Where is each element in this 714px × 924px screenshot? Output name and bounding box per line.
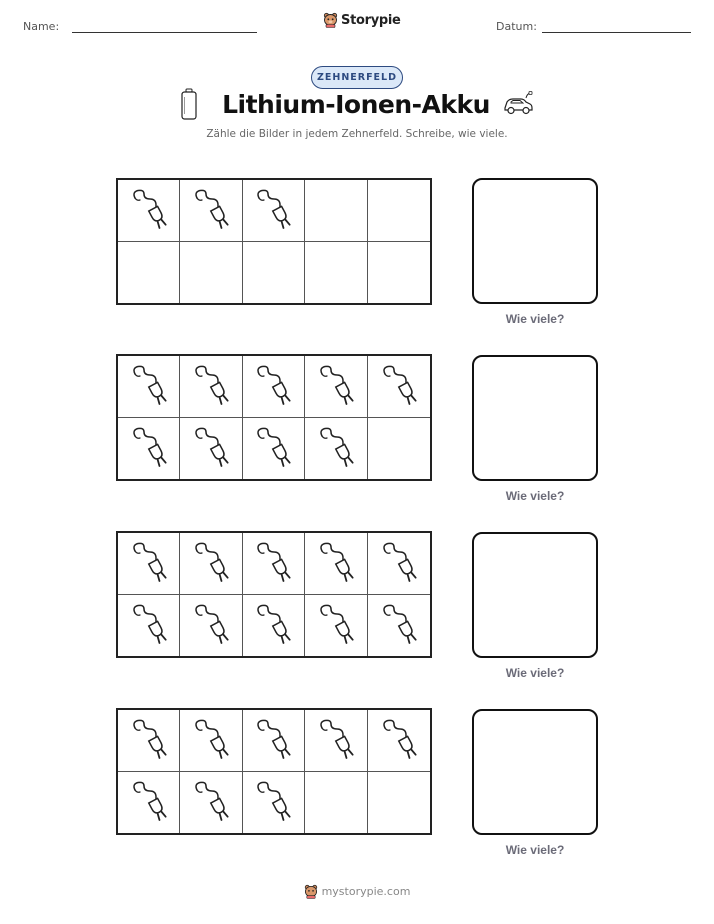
footer-url: mystorypie.com bbox=[321, 885, 411, 898]
plug-cable-icon bbox=[315, 426, 357, 470]
name-label: Name: bbox=[23, 20, 60, 33]
plug-cable-icon bbox=[315, 718, 357, 762]
name-line bbox=[72, 32, 257, 33]
electric-car-icon bbox=[502, 91, 534, 117]
ten-frame-cell bbox=[368, 180, 430, 242]
title-row bbox=[0, 88, 714, 120]
page-title: Lithium-Ionen-Akku bbox=[222, 89, 490, 119]
brand-name: Storypie bbox=[341, 12, 401, 28]
worksheet-type-badge: ZEHNERFELD bbox=[311, 66, 403, 89]
ten-frame-cell bbox=[118, 533, 180, 595]
ten-frame-cell bbox=[305, 180, 367, 242]
plug-cable-icon bbox=[252, 780, 294, 824]
ten-frame-cell bbox=[118, 418, 180, 480]
plug-cable-icon bbox=[252, 364, 294, 408]
plug-cable-icon bbox=[378, 364, 420, 408]
ten-frame-cell bbox=[243, 710, 305, 772]
ten-frame-cell bbox=[243, 772, 305, 834]
ten-frame-3 bbox=[116, 531, 432, 658]
plug-cable-icon bbox=[315, 603, 357, 647]
ten-frame-cell bbox=[243, 356, 305, 418]
ten-frame-cell bbox=[368, 772, 430, 834]
ten-frame-cell bbox=[305, 356, 367, 418]
plug-cable-icon bbox=[252, 718, 294, 762]
ten-frame-cell bbox=[180, 710, 242, 772]
ten-frame-1 bbox=[116, 178, 432, 305]
ten-frame-2 bbox=[116, 354, 432, 481]
plug-cable-icon bbox=[190, 541, 232, 585]
ten-frame-cell bbox=[305, 242, 367, 304]
plug-cable-icon bbox=[378, 718, 420, 762]
ten-frame-cell bbox=[180, 418, 242, 480]
plug-cable-icon bbox=[128, 780, 170, 824]
brand-logo bbox=[323, 12, 401, 28]
plug-cable-icon bbox=[190, 364, 232, 408]
plug-cable-icon bbox=[190, 780, 232, 824]
ten-frame-cell bbox=[243, 180, 305, 242]
plug-cable-icon bbox=[378, 603, 420, 647]
ten-frame-cell bbox=[118, 595, 180, 657]
ten-frame-cell bbox=[118, 242, 180, 304]
date-line bbox=[542, 32, 691, 33]
battery-icon bbox=[180, 88, 198, 120]
plug-cable-icon bbox=[128, 718, 170, 762]
question-label-1: Wie viele? bbox=[505, 312, 565, 326]
question-label-3: Wie viele? bbox=[505, 666, 565, 680]
question-label-2: Wie viele? bbox=[505, 489, 565, 503]
answer-box-4[interactable] bbox=[472, 709, 598, 835]
plug-cable-icon bbox=[252, 426, 294, 470]
answer-box-1[interactable] bbox=[472, 178, 598, 304]
ten-frame-cell bbox=[243, 595, 305, 657]
storypie-mascot-icon bbox=[323, 12, 338, 28]
ten-frame-cell bbox=[243, 242, 305, 304]
footer bbox=[0, 884, 714, 899]
plug-cable-icon bbox=[190, 718, 232, 762]
plug-cable-icon bbox=[252, 603, 294, 647]
question-label-4: Wie viele? bbox=[505, 843, 565, 857]
ten-frame-cell bbox=[305, 595, 367, 657]
ten-frame-cell bbox=[180, 533, 242, 595]
ten-frame-cell bbox=[118, 180, 180, 242]
plug-cable-icon bbox=[128, 364, 170, 408]
plug-cable-icon bbox=[190, 426, 232, 470]
instructions: Zähle die Bilder in jedem Zehnerfeld. Schreibe, wie viele. bbox=[206, 128, 508, 140]
ten-frame-cell bbox=[368, 242, 430, 304]
ten-frame-cell bbox=[118, 356, 180, 418]
ten-frame-cell bbox=[180, 595, 242, 657]
ten-frame-cell bbox=[243, 418, 305, 480]
ten-frame-cell bbox=[180, 180, 242, 242]
plug-cable-icon bbox=[128, 541, 170, 585]
plug-cable-icon bbox=[128, 426, 170, 470]
ten-frame-cell bbox=[305, 710, 367, 772]
ten-frame-cell bbox=[118, 772, 180, 834]
plug-cable-icon bbox=[190, 188, 232, 232]
plug-cable-icon bbox=[315, 541, 357, 585]
plug-cable-icon bbox=[190, 603, 232, 647]
ten-frame-cell bbox=[180, 772, 242, 834]
ten-frame-cell bbox=[305, 418, 367, 480]
plug-cable-icon bbox=[315, 364, 357, 408]
plug-cable-icon bbox=[128, 188, 170, 232]
date-label: Datum: bbox=[496, 20, 537, 33]
ten-frame-cell bbox=[180, 356, 242, 418]
ten-frame-cell bbox=[368, 533, 430, 595]
answer-box-2[interactable] bbox=[472, 355, 598, 481]
answer-box-3[interactable] bbox=[472, 532, 598, 658]
ten-frame-cell bbox=[368, 418, 430, 480]
ten-frame-cell bbox=[305, 772, 367, 834]
ten-frame-cell bbox=[180, 242, 242, 304]
ten-frame-cell bbox=[118, 710, 180, 772]
ten-frame-cell bbox=[305, 533, 367, 595]
ten-frame-4 bbox=[116, 708, 432, 835]
plug-cable-icon bbox=[252, 541, 294, 585]
storypie-mascot-icon bbox=[304, 884, 318, 899]
ten-frame-cell bbox=[368, 595, 430, 657]
ten-frame-cell bbox=[368, 356, 430, 418]
ten-frame-cell bbox=[368, 710, 430, 772]
plug-cable-icon bbox=[252, 188, 294, 232]
plug-cable-icon bbox=[128, 603, 170, 647]
plug-cable-icon bbox=[378, 541, 420, 585]
ten-frame-cell bbox=[243, 533, 305, 595]
